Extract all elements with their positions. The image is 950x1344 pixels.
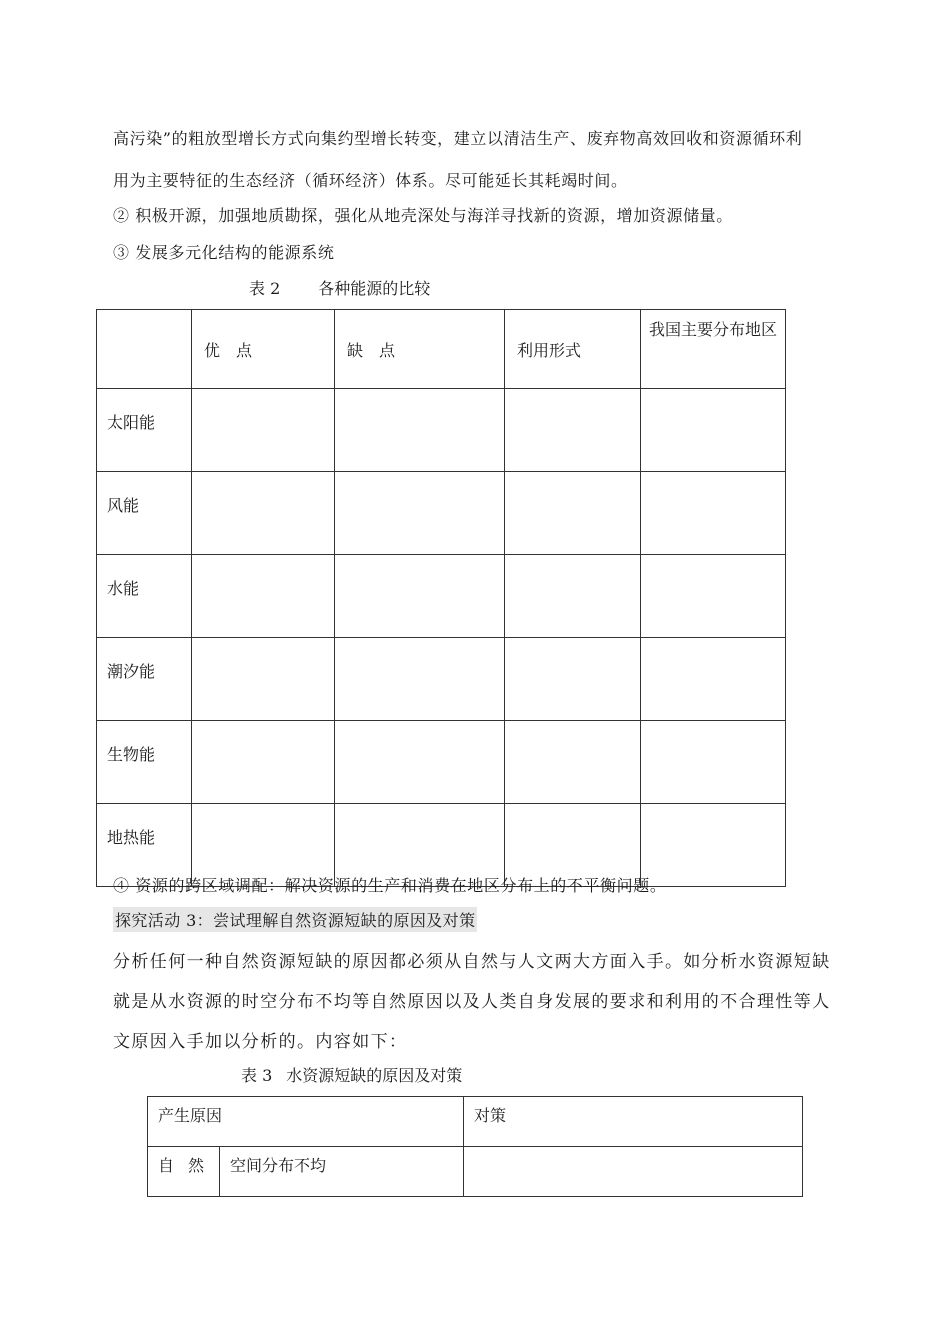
row-label: 太阳能 (97, 389, 192, 472)
table-row (97, 389, 786, 472)
row-label: 潮汐能 (97, 638, 192, 721)
table-cell (505, 638, 641, 721)
table-cell (192, 638, 335, 721)
table-cell (335, 555, 505, 638)
text-line: 高污染”的粗放型增长方式向集约型增长转变，建立以清洁生产、废弃物高效回收和资源循环利 (113, 129, 803, 148)
header-distribution: 我国主要分布地区 (641, 310, 786, 389)
cause-category: 自然 (148, 1147, 220, 1197)
table3-caption-num: 表 3 (241, 1066, 273, 1085)
table-cell (641, 721, 786, 804)
table-header-row (97, 310, 786, 389)
header-advantages: 优 点 (192, 310, 335, 389)
table-row (97, 638, 786, 721)
table-cell (335, 389, 505, 472)
text-line: ④ 资源的跨区域调配：解决资源的生产和消费在地区分布上的不平衡问题。 (113, 876, 667, 895)
table3-caption (241, 1063, 462, 1086)
header-cell-empty (97, 310, 192, 389)
energy-comparison-table (96, 309, 786, 887)
text-line: ② 积极开源，加强地质勘探，强化从地壳深处与海洋寻找新的资源，增加资源储量。 (113, 206, 733, 225)
table-row (97, 721, 786, 804)
cause-item: 空间分布不均 (220, 1147, 464, 1197)
table-cell (335, 472, 505, 555)
header-measure: 对策 (464, 1097, 803, 1147)
table-row (148, 1147, 803, 1197)
table3-caption-title: 水资源短缺的原因及对策 (286, 1066, 463, 1085)
table-cell (335, 638, 505, 721)
header-disadvantages: 缺 点 (335, 310, 505, 389)
table-header-row (148, 1097, 803, 1147)
analysis-paragraph: 分析任何一种自然资源短缺的原因都必须从自然与人文两大方面入手。如分析水资源短缺就是从水资源的时空分布不均等自然原因以及人类自身发展的要求和利用的不合理性等人文原因入手加以分析的。内容如下： (113, 952, 831, 1052)
measure-cell (464, 1147, 803, 1197)
table-cell (505, 472, 641, 555)
table-cell (505, 555, 641, 638)
table-cell (192, 472, 335, 555)
table-cell (641, 389, 786, 472)
header-cause: 产生原因 (148, 1097, 464, 1147)
table-cell (641, 472, 786, 555)
text-line: ③ 发展多元化结构的能源系统 (113, 243, 335, 262)
activity-heading: 探究活动 3：尝试理解自然资源短缺的原因及对策 (113, 907, 477, 932)
row-label: 地热能 (97, 804, 192, 887)
table-cell (335, 721, 505, 804)
row-label: 生物能 (97, 721, 192, 804)
table-cell (192, 389, 335, 472)
table2-caption-num: 表 2 (249, 279, 281, 298)
header-usage-form: 利用形式 (505, 310, 641, 389)
table-cell (505, 389, 641, 472)
table-cell (641, 638, 786, 721)
table-cell (192, 721, 335, 804)
text-line: 用为主要特征的生态经济（循环经济）体系。尽可能延长其耗竭时间。 (113, 171, 628, 190)
table-cell (505, 721, 641, 804)
table-row (97, 472, 786, 555)
table2-caption (249, 276, 430, 299)
table-row (97, 555, 786, 638)
table-cell (641, 555, 786, 638)
row-label: 水能 (97, 555, 192, 638)
table-cell (192, 555, 335, 638)
row-label: 风能 (97, 472, 192, 555)
water-shortage-table (147, 1096, 803, 1197)
table2-caption-title: 各种能源的比较 (318, 279, 431, 298)
